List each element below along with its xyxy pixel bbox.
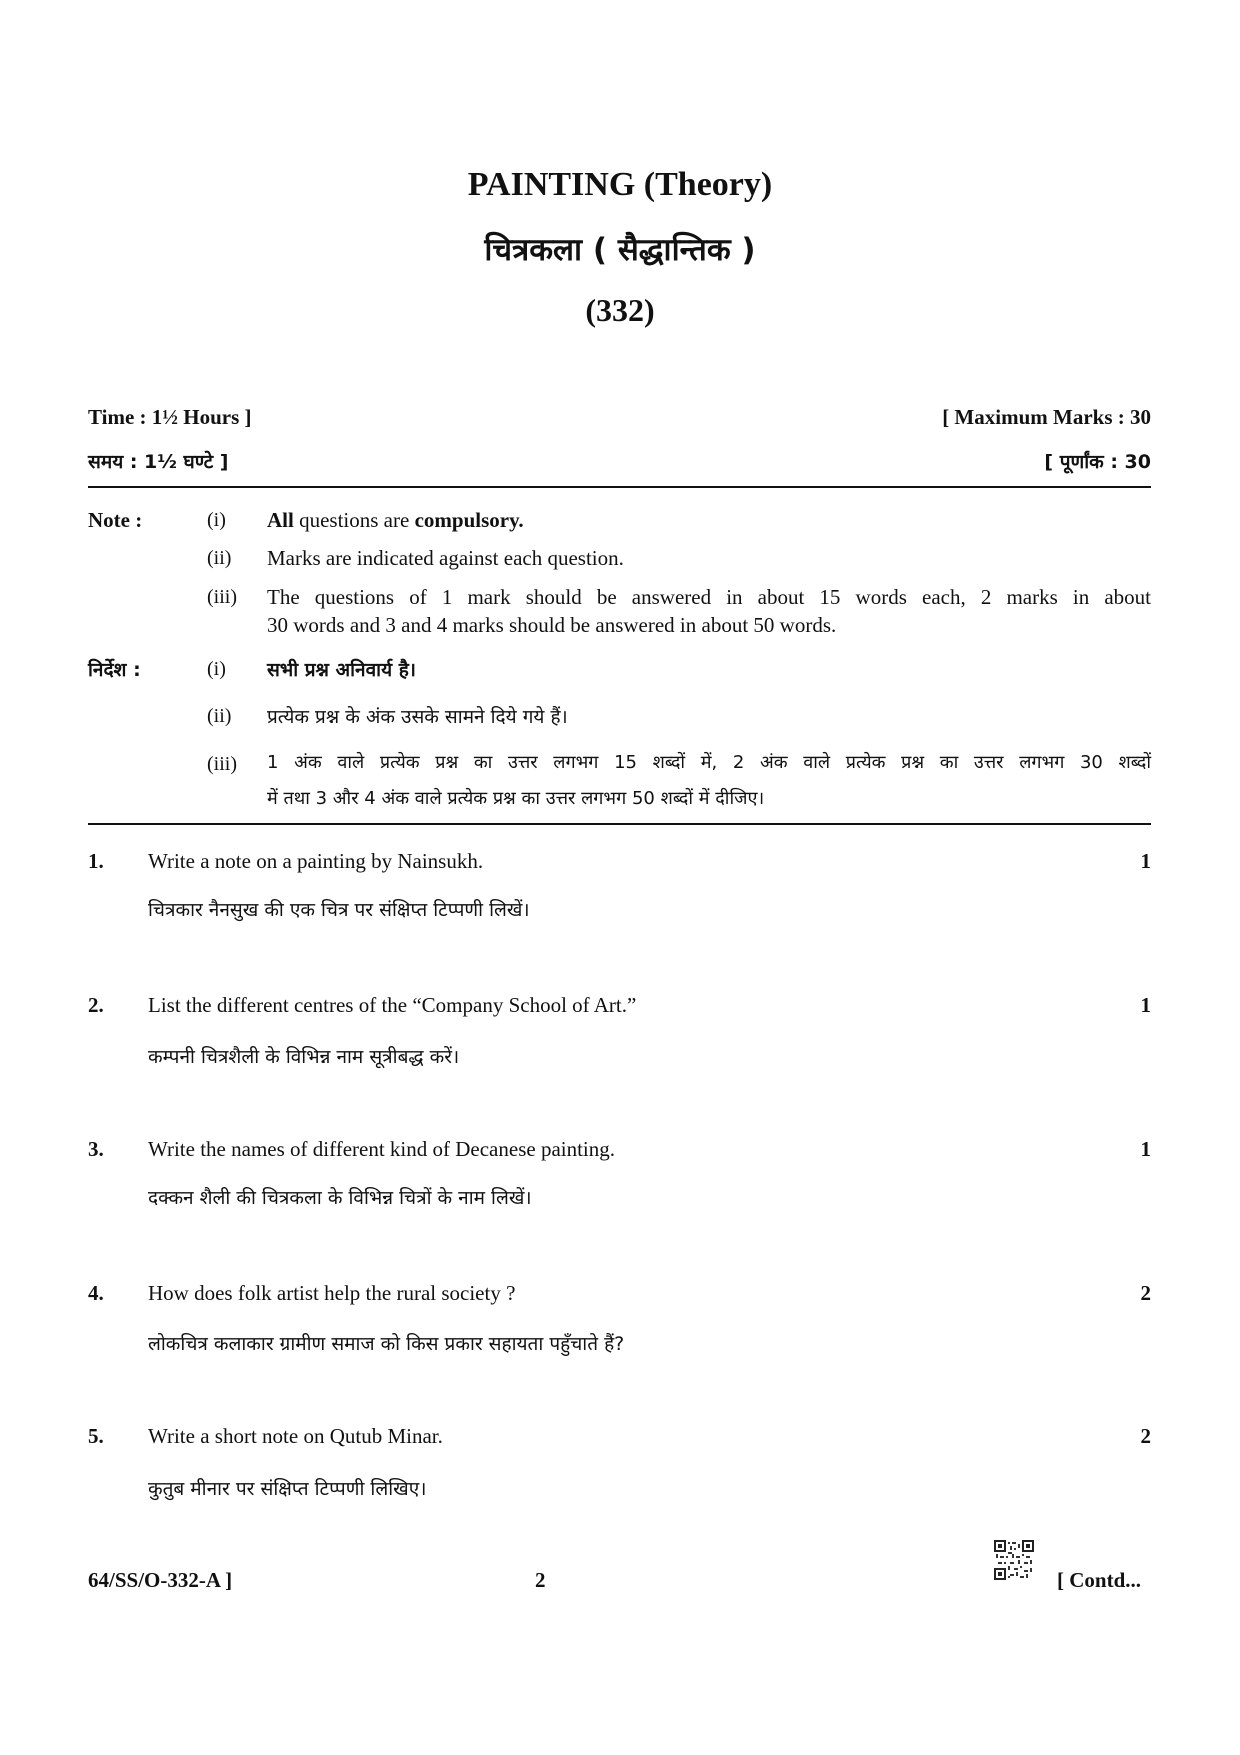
question-number: 1. bbox=[88, 849, 104, 873]
time-allowed: Time : 1½ Hours ] bbox=[88, 405, 252, 429]
question-text-hindi: लोकचित्र कलाकार ग्रामीण समाज को किस प्रकार सहायता पहुँचाते हैं? bbox=[148, 1333, 625, 1355]
note-num: (iii) bbox=[207, 753, 237, 775]
question-text: How does folk artist help the rural society ? bbox=[148, 1281, 516, 1305]
note-item-1-hindi: सभी प्रश्न अनिवार्य है। bbox=[267, 659, 416, 681]
subject-code: (332) bbox=[585, 292, 655, 328]
question-text: Write a short note on Qutub Minar. bbox=[148, 1424, 443, 1448]
note-num: (ii) bbox=[207, 705, 232, 727]
question-marks: 1 bbox=[1140, 1137, 1151, 1161]
question-text: List the different centres of the “Company School of Art.” bbox=[148, 993, 637, 1017]
paper-code: 64/SS/O-332-A ] bbox=[88, 1568, 233, 1592]
paper-title: PAINTING (Theory) bbox=[467, 166, 773, 203]
time-allowed-hindi: समय : 1½ घण्टे ] bbox=[88, 451, 229, 473]
question-marks: 1 bbox=[1140, 849, 1151, 873]
note-num: (i) bbox=[207, 658, 226, 680]
question-text: Write a note on a painting by Nainsukh. bbox=[148, 849, 484, 873]
question-number: 5. bbox=[88, 1424, 104, 1448]
note-item-3-line-1: The questions of 1 mark should be answered in about 15 words each, 2 marks in about bbox=[267, 585, 1151, 609]
qr-code-icon bbox=[994, 1540, 1034, 1580]
note-num: (iii) bbox=[207, 586, 237, 608]
question-text-hindi: कुतुब मीनार पर संक्षिप्त टिप्पणी लिखिए। bbox=[148, 1478, 427, 1500]
note-num: (i) bbox=[207, 509, 226, 531]
note-label: Note : bbox=[88, 508, 143, 532]
note-item-3-hindi-line-1: 1 अंक वाले प्रत्येक प्रश्न का उत्तर लगभग 15 शब्दों में, 2 अंक वाले प्रत्येक प्रश्न का उत्तर लगभग 30 शब्दों bbox=[267, 752, 1151, 773]
notes-divider bbox=[88, 823, 1151, 825]
header-divider bbox=[88, 486, 1151, 488]
note-item-3-line-2: 30 words and 3 and 4 marks should be answered in about 50 words. bbox=[267, 613, 837, 637]
note-item-2-hindi: प्रत्येक प्रश्न के अंक उसके सामने दिये गये हैं। bbox=[267, 706, 568, 728]
maximum-marks: [ Maximum Marks : 30 bbox=[942, 405, 1151, 429]
continued-label: [ Contd... bbox=[1057, 1568, 1142, 1592]
question-marks: 2 bbox=[1140, 1281, 1151, 1305]
note-item-2: Marks are indicated against each question. bbox=[267, 546, 624, 570]
note-item-1: All questions are compulsory. bbox=[267, 508, 524, 532]
question-text-hindi: कम्पनी चित्रशैली के विभिन्न नाम सूत्रीबद्ध करें। bbox=[148, 1046, 460, 1068]
note-label-hindi: निर्देश : bbox=[88, 659, 141, 681]
page-number: 2 bbox=[535, 1568, 546, 1592]
question-text: Write the names of different kind of Decanese painting. bbox=[148, 1137, 616, 1161]
question-text-hindi: दक्कन शैली की चित्रकला के विभिन्न चित्रों के नाम लिखें। bbox=[148, 1187, 532, 1209]
question-marks: 2 bbox=[1140, 1424, 1151, 1448]
question-number: 3. bbox=[88, 1137, 104, 1161]
maximum-marks-hindi: [ पूर्णांक : 30 bbox=[1044, 451, 1151, 473]
question-text-hindi: चित्रकार नैनसुख की एक चित्र पर संक्षिप्त टिप्पणी लिखें। bbox=[148, 899, 530, 921]
question-marks: 1 bbox=[1140, 993, 1151, 1017]
paper-title-hindi: चित्रकला ( सैद्धान्तिक ) bbox=[484, 232, 756, 268]
note-num: (ii) bbox=[207, 547, 232, 569]
question-number: 2. bbox=[88, 993, 104, 1017]
note-item-3-hindi-line-2: में तथा 3 और 4 अंक वाले प्रत्येक प्रश्न का उत्तर लगभग 50 शब्दों में दीजिए। bbox=[267, 788, 765, 809]
question-number: 4. bbox=[88, 1281, 104, 1305]
